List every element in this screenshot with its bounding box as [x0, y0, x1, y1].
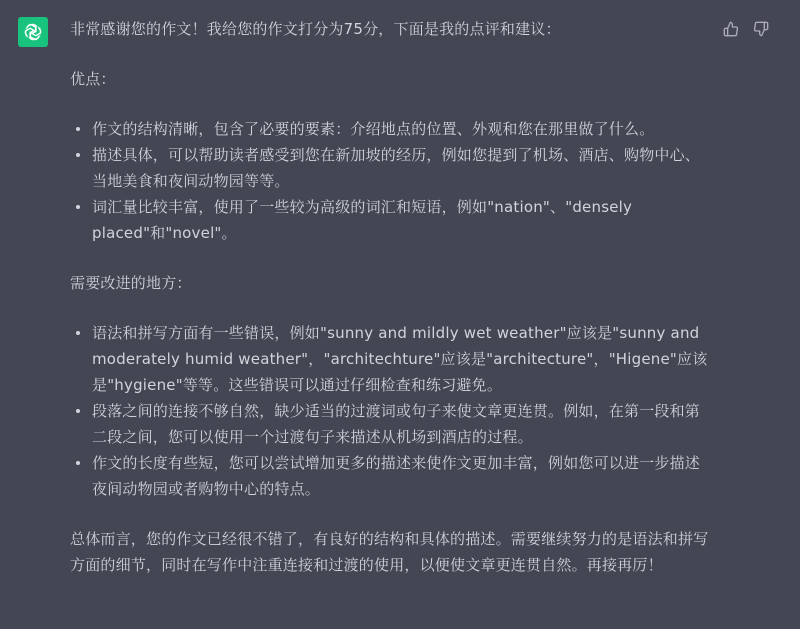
message-conclusion: 总体而言，您的作文已经很不错了，有良好的结构和具体的描述。需要继续努力的是语法和拼写方面的细节，同时在写作中注重连接和过渡的使用，以便使文章更连贯自然。再接再厉！: [70, 530, 709, 574]
strengths-list: [70, 116, 710, 246]
strength-item: 词汇量比较丰富，使用了一些较为高级的词汇和短语，例如"nation"、"densely placed"和"novel"。: [70, 194, 710, 246]
message-content: [70, 16, 710, 578]
message-intro: 非常感谢您的作文！我给您的作文打分为75分，下面是我的点评和建议：: [70, 20, 561, 38]
improvements-heading: 需要改进的地方：: [70, 274, 192, 292]
improvement-item: 作文的长度有些短，您可以尝试增加更多的描述来使作文更加丰富，例如您可以进一步描述夜间动物园或者购物中心的特点。: [70, 450, 710, 502]
strengths-heading: 优点：: [70, 70, 116, 88]
openai-logo-icon: [22, 21, 44, 43]
thumbs-down-button[interactable]: [752, 20, 770, 38]
strength-item: 作文的结构清晰，包含了必要的要素：介绍地点的位置、外观和您在那里做了什么。: [70, 116, 710, 142]
improvement-item: 段落之间的连接不够自然，缺少适当的过渡词或句子来使文章更连贯。例如，在第一段和第二段之间，您可以使用一个过渡句子来描述从机场到酒店的过程。: [70, 398, 710, 450]
thumbs-up-button[interactable]: [722, 20, 740, 38]
strength-item: 描述具体，可以帮助读者感受到您在新加坡的经历，例如您提到了机场、酒店、购物中心、当地美食和夜间动物园等等。: [70, 142, 710, 194]
assistant-avatar: [18, 17, 48, 47]
improvements-list: [70, 320, 710, 502]
thumbs-down-icon: [753, 21, 769, 37]
improvement-item: 语法和拼写方面有一些错误，例如"sunny and mildly wet weather"应该是"sunny and moderately humid weather"，"architechture"应该是"architecture"，"Higene"应该是"hygiene"等等。这些错误可以通过仔细检查和练习避免。: [70, 320, 710, 398]
thumbs-up-icon: [723, 21, 739, 37]
message-actions: [722, 20, 770, 38]
